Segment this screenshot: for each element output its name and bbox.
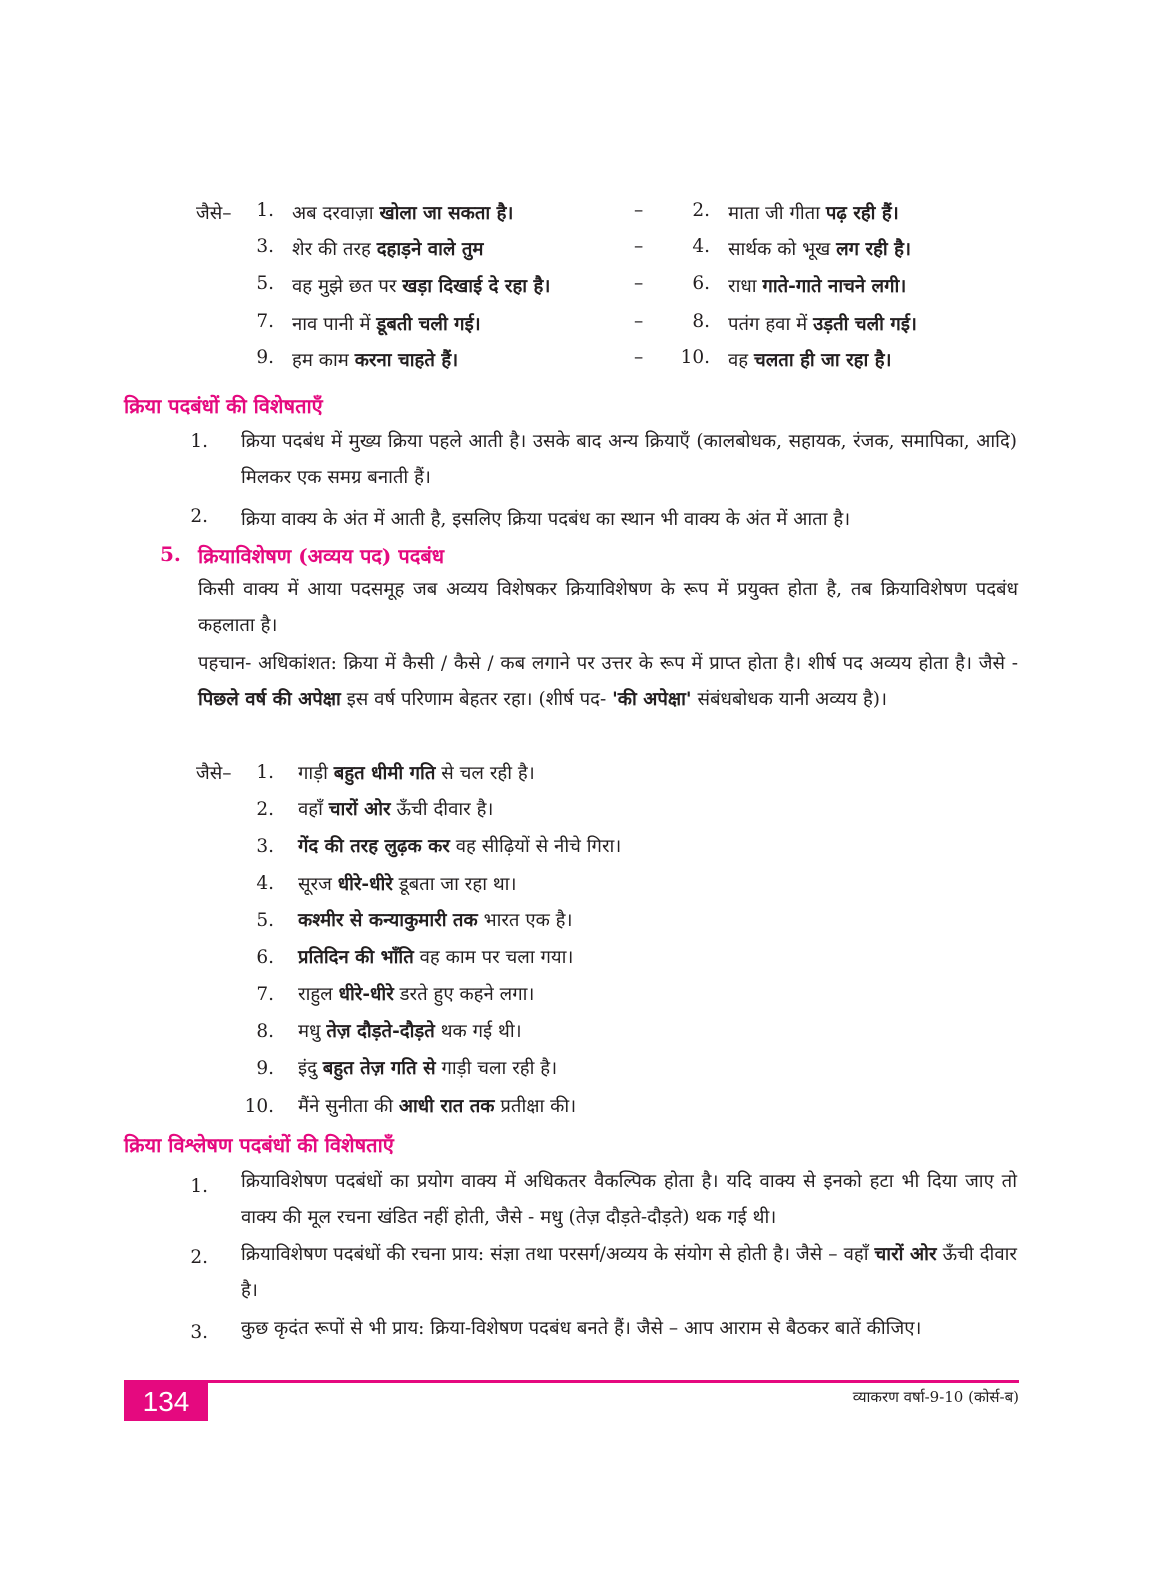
list-item: वह चलता ही जा रहा है। bbox=[728, 350, 892, 371]
point-number: 3. bbox=[190, 1322, 208, 1343]
list-item: गेंद की तरह लुढ़क कर वह सीढ़ियों से नीचे गिरा। bbox=[298, 836, 622, 857]
point-text: क्रियाविशेषण पदबंधों की रचना प्राय: संज्ञा तथा परसर्ग/अव्यय के संयोग से होती है। जैसे – वहाँ चारों ओर ऊँची दीवार है। bbox=[241, 1244, 1017, 1301]
list-item: राधा गाते-गाते नाचने लगी। bbox=[728, 276, 907, 297]
item-number: 10. bbox=[244, 1096, 274, 1117]
dash: – bbox=[634, 273, 644, 294]
list-item: कश्मीर से कन्याकुमारी तक भारत एक है। bbox=[298, 910, 573, 931]
list-item: राहुल धीरे-धीरे डरते हुए कहने लगा। bbox=[298, 984, 535, 1005]
item-number: 5. bbox=[256, 910, 274, 931]
section-heading: क्रिया विश्लेषण पदबंधों की विशेषताएँ bbox=[124, 1133, 394, 1157]
item-number: 2. bbox=[692, 200, 710, 221]
point-number: 1. bbox=[190, 431, 208, 452]
section-number: 5. bbox=[160, 542, 181, 566]
list-item: नाव पानी में डूबती चली गई। bbox=[292, 314, 481, 335]
item-number: 3. bbox=[256, 236, 274, 257]
list-item: हम काम करना चाहते हैं। bbox=[292, 350, 459, 371]
dash: – bbox=[634, 311, 644, 332]
list-item: माता जी गीता पढ़ रही हैं। bbox=[728, 203, 899, 224]
item-number: 9. bbox=[256, 1058, 274, 1079]
list-item: इंदु बहुत तेज़ गति से गाड़ी चला रही है। bbox=[298, 1058, 558, 1079]
section-heading: क्रिया पदबंधों की विशेषताएँ bbox=[124, 394, 323, 418]
paragraph: पहचान- अधिकांशत: क्रिया में कैसी / कैसे / कब लगाने पर उत्तर के रूप में प्राप्त होता है। शीर्ष पद अव्यय होता है। जैसे - पिछले वर्ष की अपेक्षा इस वर्ष परिणाम बेहतर रहा। (शीर्ष पद- 'की अपेक्षा' संबंधबोधक यानी अव्यय है)। bbox=[198, 653, 1018, 710]
item-number: 6. bbox=[692, 273, 710, 294]
list-item: मैंने सुनीता की आधी रात तक प्रतीक्षा की। bbox=[298, 1096, 577, 1117]
section-heading: क्रियाविशेषण (अव्यय पद) पदबंध bbox=[198, 544, 445, 568]
item-number: 7. bbox=[256, 984, 274, 1005]
dash: – bbox=[634, 200, 644, 221]
point-text: क्रियाविशेषण पदबंधों का प्रयोग वाक्य में अधिकतर वैकल्पिक होता है। यदि वाक्य से इनको हटा भी दिया जाए तो वाक्य की मूल रचना खंडित नहीं होती, जैसे - मधु (तेज़ दौड़ते-दौड़ते) थक गई थी। bbox=[241, 1171, 1017, 1228]
point-text: कुछ कृदंत रूपों से भी प्राय: क्रिया-विशेषण पदबंध बनते हैं। जैसे – आप आराम से बैठकर बातें कीजिए। bbox=[241, 1318, 922, 1339]
dash: – bbox=[634, 347, 644, 368]
example-lead: जैसे– bbox=[196, 203, 232, 224]
item-number: 10. bbox=[680, 347, 710, 368]
example-lead: जैसे– bbox=[196, 763, 232, 784]
page-number: 134 bbox=[124, 1383, 208, 1421]
item-number: 4. bbox=[256, 873, 274, 894]
point-number: 2. bbox=[190, 506, 208, 527]
list-item: वह मुझे छत पर खड़ा दिखाई दे रहा है। bbox=[292, 276, 551, 297]
item-number: 5. bbox=[256, 273, 274, 294]
list-item: पतंग हवा में उड़ती चली गई। bbox=[728, 314, 917, 335]
list-item: प्रतिदिन की भाँति वह काम पर चला गया। bbox=[298, 947, 574, 968]
list-item: वहाँ चारों ओर ऊँची दीवार है। bbox=[298, 799, 494, 820]
point-text: क्रिया पदबंध में मुख्य क्रिया पहले आती है। उसके बाद अन्य क्रियाएँ (कालबोधक, सहायक, रंजक, समापिका, आदि) मिलकर एक समग्र बनाती हैं। bbox=[241, 431, 1017, 488]
list-item: मधु तेज़ दौड़ते-दौड़ते थक गई थी। bbox=[298, 1021, 522, 1042]
dash: – bbox=[634, 236, 644, 257]
point-number: 1. bbox=[190, 1176, 208, 1197]
item-number: 2. bbox=[256, 799, 274, 820]
footer-rule bbox=[124, 1380, 1019, 1383]
item-number: 3. bbox=[256, 836, 274, 857]
item-number: 1. bbox=[256, 762, 274, 783]
item-number: 1. bbox=[256, 200, 274, 221]
paragraph: किसी वाक्य में आया पदसमूह जब अव्यय विशेषकर क्रियाविशेषण के रूप में प्रयुक्त होता है, तब क्रियाविशेषण पदबंध कहलाता है। bbox=[198, 579, 1018, 636]
item-number: 8. bbox=[256, 1021, 274, 1042]
point-text: क्रिया वाक्य के अंत में आती है, इसलिए क्रिया पदबंध का स्थान भी वाक्य के अंत में आता है। bbox=[241, 509, 851, 530]
book-title: व्याकरण वर्षा-9-10 (कोर्स-ब) bbox=[852, 1388, 1019, 1406]
item-number: 7. bbox=[256, 311, 274, 332]
list-item: अब दरवाज़ा खोला जा सकता है। bbox=[292, 203, 514, 224]
item-number: 8. bbox=[692, 311, 710, 332]
item-number: 9. bbox=[256, 347, 274, 368]
item-number: 4. bbox=[692, 236, 710, 257]
list-item: सार्थक को भूख लग रही है। bbox=[728, 239, 911, 260]
point-number: 2. bbox=[190, 1247, 208, 1268]
list-item: शेर की तरह दहाड़ने वाले तुम bbox=[292, 239, 484, 260]
item-number: 6. bbox=[256, 947, 274, 968]
list-item: सूरज धीरे-धीरे डूबता जा रहा था। bbox=[298, 874, 517, 895]
list-item: गाड़ी बहुत धीमी गति से चल रही है। bbox=[298, 763, 535, 784]
